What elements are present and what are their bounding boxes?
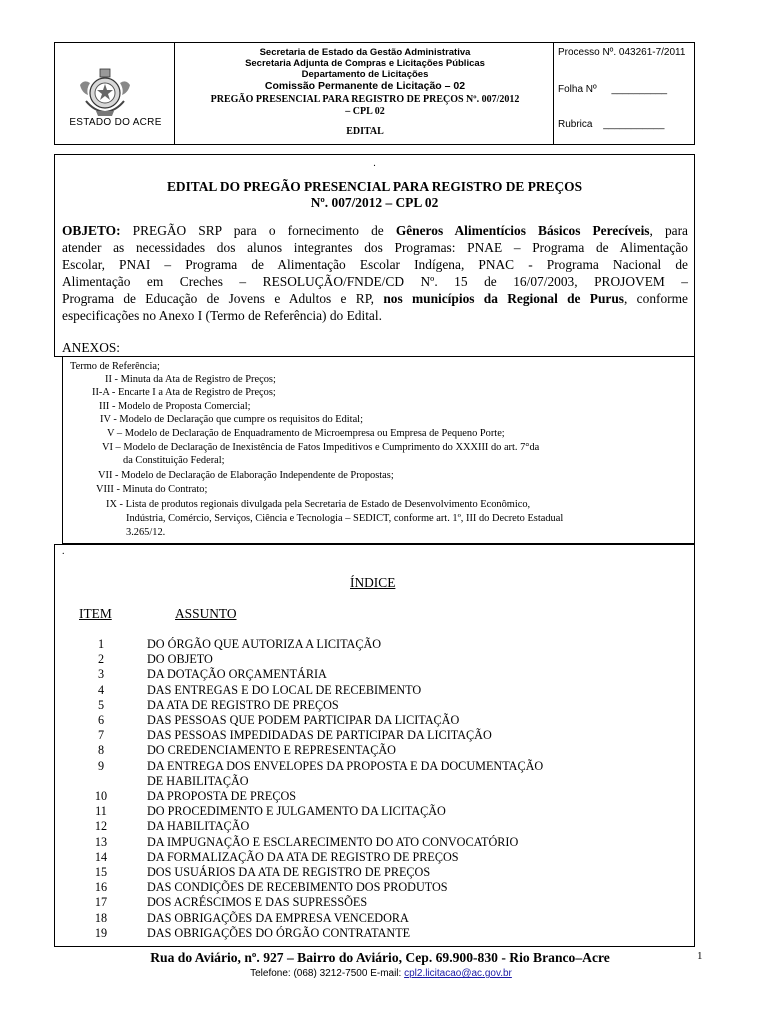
section-dot: . <box>373 158 376 169</box>
objeto-line <box>62 222 688 239</box>
index-row-number: 6 <box>97 713 105 727</box>
index-row-subject: DA PROPOSTA DE PREÇOS <box>147 789 297 803</box>
objeto-line: Escolar, PNAI – Programa de Alimentação Escolar Indígena, PNAC - Programa Nacional de <box>62 257 688 272</box>
index-row-subject: DA FORMALIZAÇÃO DA ATA DE REGISTRO DE PREÇOS <box>147 849 459 864</box>
index-row-subject: DAS PESSOAS IMPEDIDADAS DE PARTICIPAR DA LICITAÇÃO <box>147 728 492 743</box>
index-row-number: 16 <box>94 880 108 895</box>
index-row <box>86 789 666 804</box>
index-row-number: 19 <box>94 925 108 940</box>
header-comissao: Comissão Permanente de Licitação – 02 <box>264 80 466 92</box>
index-row-number: 13 <box>94 834 108 849</box>
index-row <box>86 850 666 865</box>
index-row-subject: DE HABILITAÇÃO <box>147 773 249 788</box>
index-row <box>86 926 666 941</box>
index-row-number: 1 <box>97 637 105 651</box>
index-title: ÍNDICE <box>350 575 396 590</box>
index-row-subject: DO CREDENCIAMENTO E REPRESENTAÇÃO <box>147 743 396 758</box>
anexo-item: IX - Lista de produtos regionais divulgada pela Secretaria de Estado de Desenvolvimento Econômico, <box>106 499 531 510</box>
index-row <box>86 667 666 682</box>
index-column-item: ITEM <box>79 606 112 621</box>
footer-phone: Telefone: (068) 3212-7500 E-mail: <box>250 968 405 979</box>
index-table <box>86 637 666 947</box>
index-row-subject: DAS OBRIGAÇÕES DO ÓRGÃO CONTRATANTE <box>147 925 411 940</box>
index-row <box>86 652 666 667</box>
index-row <box>86 895 666 910</box>
index-row-subject: DOS USUÁRIOS DA ATA DE REGISTRO DE PREÇOS <box>147 865 431 879</box>
index-row <box>86 637 666 652</box>
footer-address: Rua do Aviário, nº. 927 – Bairro do Aviário, Cep. 69.900-830 - Rio Branco–Acre <box>150 950 610 965</box>
index-row-number: 14 <box>94 849 108 864</box>
index-row <box>86 911 666 926</box>
index-row <box>86 774 666 789</box>
index-row-subject: DA IMPUGNAÇÃO E ESCLARECIMENTO DO ATO CONVOCATÓRIO <box>147 834 519 849</box>
objeto-emphasis: Gêneros Alimentícios Básicos Perecíveis <box>395 223 650 238</box>
objeto-text: PREGÃO SRP para o fornecimento de <box>132 223 396 238</box>
footer-email-link[interactable]: cpl2.licitacao@ac.gov.br <box>404 968 512 979</box>
objeto-line: especificações no Anexo I (Termo de Referência) do Edital. <box>62 308 382 323</box>
index-row-number: 10 <box>94 789 108 803</box>
header-secretaria: Secretaria de Estado da Gestão Administrativa <box>259 47 471 58</box>
anexo-item: Termo de Referência; <box>70 361 160 372</box>
state-label: ESTADO DO ACRE <box>69 117 162 128</box>
index-row-number: 15 <box>94 865 108 879</box>
index-row <box>86 743 666 758</box>
header-secretaria-adjunta: Secretaria Adjunta de Compras e Licitações Públicas <box>245 58 485 69</box>
index-row-subject: DOS ACRÉSCIMOS E DAS SUPRESSÕES <box>147 895 368 910</box>
index-row <box>86 728 666 743</box>
objeto-text: Programa de Educação de Jovens e Adultos e RP, <box>62 291 384 306</box>
index-row-number: 4 <box>97 682 105 697</box>
objeto-text: , para <box>649 223 688 238</box>
index-row <box>86 880 666 895</box>
index-row <box>86 759 666 774</box>
index-row-subject: DO OBJETO <box>147 652 213 667</box>
index-row-number: 9 <box>97 758 105 773</box>
objeto-line: Alimentação em Creches – RESOLUÇÃO/FNDE/CD Nº. 15 de 16/07/2003, PROJOVEM – <box>62 274 688 289</box>
index-row-number: 5 <box>97 697 105 712</box>
folha-blank: __________ <box>611 84 668 95</box>
anexo-item: II-A - Encarte I a Ata de Registro de Preços; <box>92 387 276 398</box>
index-column-subject: ASSUNTO <box>175 606 237 621</box>
index-row <box>86 865 666 880</box>
anexo-item-continuation: da Constituição Federal; <box>123 455 225 466</box>
index-row-number: 18 <box>94 910 108 925</box>
anexo-item: VII - Modelo de Declaração de Elaboração Independente de Propostas; <box>98 470 394 481</box>
index-row <box>86 804 666 819</box>
index-row-subject: DA DOTAÇÃO ORÇAMENTÁRIA <box>147 667 327 682</box>
index-row-subject: DAS PESSOAS QUE PODEM PARTICIPAR DA LICITAÇÃO <box>147 713 460 727</box>
anexo-item: III - Modelo de Proposta Comercial; <box>99 401 251 412</box>
header-cpl: – CPL 02 <box>345 106 385 117</box>
index-dot: . <box>62 546 65 557</box>
index-row-number: 3 <box>97 667 105 682</box>
footer-contact <box>0 968 766 979</box>
index-row <box>86 698 666 713</box>
header-departamento: Departamento de Licitações <box>301 69 429 80</box>
anexo-item: V – Modelo de Declaração de Enquadramento de Microempresa ou Empresa de Pequeno Porte; <box>107 428 505 439</box>
objeto-text: , conforme <box>624 291 688 306</box>
state-seal-icon <box>76 65 134 119</box>
index-row <box>86 683 666 698</box>
index-row-number: 8 <box>97 743 105 758</box>
header-edital: EDITAL <box>346 126 384 137</box>
index-row-number: 2 <box>97 652 105 667</box>
header-divider <box>553 42 554 145</box>
anexo-item: II - Minuta da Ata de Registro de Preços; <box>105 374 276 385</box>
anexos-label: ANEXOS: <box>62 340 121 355</box>
edital-number: Nº. 007/2012 – CPL 02 <box>310 195 439 210</box>
index-row-subject: DO PROCEDIMENTO E JULGAMENTO DA LICITAÇÃO <box>147 804 446 819</box>
index-row-number: 12 <box>94 819 108 834</box>
index-row-subject: DAS OBRIGAÇÕES DA EMPRESA VENCEDORA <box>147 910 409 925</box>
objeto-line <box>62 290 688 307</box>
rubrica-field <box>558 119 664 130</box>
anexo-item-continuation: Indústria, Comércio, Serviços, Ciência e Tecnologia – SEDICT, conforme art. 1º, III do Decreto Estadual <box>126 513 564 524</box>
objeto-line: atender as necessidades dos alunos integrantes dos Programas: PNAE – Programa de Alimentação <box>62 240 688 255</box>
index-row-number: 17 <box>94 895 108 910</box>
anexo-item-continuation: 3.265/12. <box>126 527 166 538</box>
rubrica-blank: ___________ <box>603 119 665 130</box>
index-row-number: 7 <box>97 728 105 743</box>
folha-label: Folha Nº <box>558 84 597 95</box>
anexo-item: VIII - Minuta do Contrato; <box>96 484 208 495</box>
page-number: 1 <box>697 950 703 962</box>
index-row-subject: DAS ENTREGAS E DO LOCAL DE RECEBIMENTO <box>147 682 422 697</box>
rubrica-label: Rubrica <box>558 119 593 130</box>
index-row-subject: DA HABILITAÇÃO <box>147 819 250 834</box>
index-row <box>86 835 666 850</box>
header-pregao: PREGÃO PRESENCIAL PARA REGISTRO DE PREÇOS Nº. 007/2012 <box>210 94 520 105</box>
index-row <box>86 819 666 834</box>
edital-title: EDITAL DO PREGÃO PRESENCIAL PARA REGISTRO DE PREÇOS <box>166 179 583 194</box>
objeto-emphasis: nos municípios da Regional de Purus <box>383 291 625 306</box>
folha-field <box>558 84 667 95</box>
anexo-item: VI – Modelo de Declaração de Inexistência de Fatos Impeditivos e Cumprimento do XXXIII do art. 7°da <box>102 442 540 453</box>
objeto-label: OBJETO: <box>62 223 121 238</box>
index-row <box>86 713 666 728</box>
anexo-item: IV - Modelo de Declaração que cumpre os requisitos do Edital; <box>100 414 363 425</box>
process-number: Processo Nº. 043261-7/2011 <box>558 47 686 58</box>
index-row-subject: DO ÓRGÃO QUE AUTORIZA A LICITAÇÃO <box>147 637 382 651</box>
index-row-subject: DAS CONDIÇÕES DE RECEBIMENTO DOS PRODUTOS <box>147 880 448 895</box>
objeto-paragraph <box>62 222 688 324</box>
index-row-number: 11 <box>95 804 107 819</box>
index-row-subject: DA ATA DE REGISTRO DE PREÇOS <box>147 697 339 712</box>
index-row-subject: DA ENTREGA DOS ENVELOPES DA PROPOSTA E DA DOCUMENTAÇÃO <box>147 758 544 773</box>
